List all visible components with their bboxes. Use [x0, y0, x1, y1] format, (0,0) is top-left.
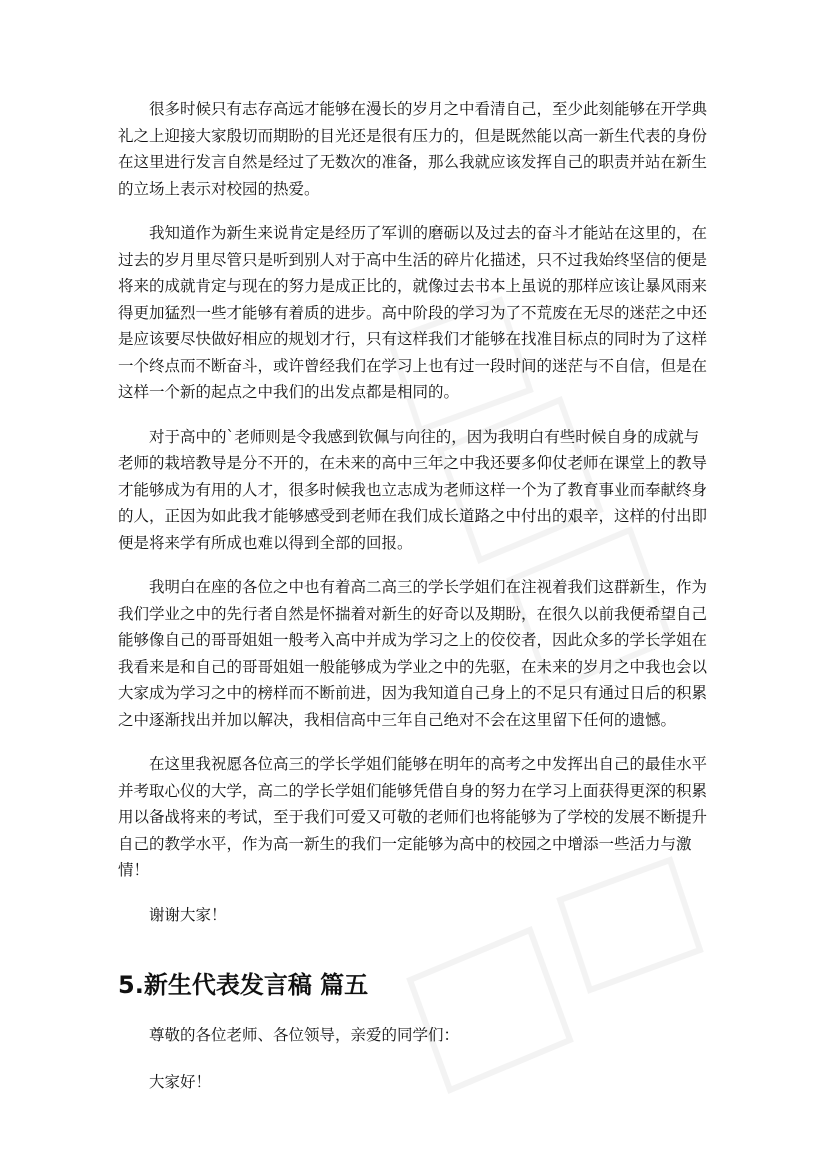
closing-thanks: 谢谢大家！ — [149, 905, 227, 924]
salutation: 尊敬的各位老师、各位领导，亲爱的同学们： — [149, 1026, 460, 1044]
paragraph-5: 在这里我祝愿各位高三的学长学姐们能够在明年的高考之中发挥出自己的最佳水平并考取心仪的大学，高二的学长学姐们能够凭借自身的努力在学习上面获得更深的积累用以备战将来的考试，至于我们可爱又可敬的老师们也将能够为了学校的发展不断提升自己的教学水平，作为高一新生的我们一定能够为高中的校园之中增添一些活力与激情！ — [118, 755, 708, 879]
greeting: 大家好！ — [149, 1072, 212, 1091]
paragraph-3: 对于高中的`老师则是令我感到钦佩与向往的，因为我明白有些时候自身的成就与老师的栽培教导是分不开的，在未来的高中三年之中我还要多仰仗老师在课堂上的教导才能够成为有用的人才，很多时候我也立志成为老师这样一个为了教育事业而奉献终身的人，正因为如此我才能够感受到老师在我们成长道路之中付出的艰辛，这样的付出即便是将来学有所成也难以得到全部的回报。 — [118, 427, 708, 552]
paragraph-4: 我明白在座的各位之中也有着高二高三的学长学姐们在注视着我们这群新生，作为我们学业之中的先行者自然是怀揣着对新生的好奇以及期盼，在很久以前我便希望自己能够像自己的哥哥姐姐一般考入高中并成为学习之上的佼佼者，因此众多的学长学姐在我看来是和自己的哥哥姐姐一般能够成为学业之中的先驱，在未来的岁月之中我也会以大家成为学习之中的榜样而不断前进，因为我知道自己身上的不足只有通过日后的积累之中逐渐找出并加以解决，我相信高中三年自己绝对不会在这里留下任何的遗憾。 — [118, 578, 708, 729]
document-body — [118, 96, 712, 1113]
section-heading: 5.新生代表发言稿 篇五 — [118, 971, 369, 999]
paragraph-2: 我知道作为新生来说肯定是经历了军训的磨砺以及过去的奋斗才能站在这里的，在过去的岁月里尽管只是听到别人对于高中生活的碎片化描述，只不过我始终坚信的便是将来的成就肯定与现在的努力是成正比的，就像过去书本上虽说的那样应该让暴风雨来得更加猛烈一些才能够有着质的进步。高中阶段的学习为了不荒废在无尽的迷茫之中还是应该要尽快做好相应的规划才行，只有这样我们才能够在找准目标点的同时为了这样一个终点而不断奋斗，或许曾经我们在学习上也有过一段时间的迷茫与不自信，但是在这样一个新的起点之中我们的出发点都是相同的。 — [118, 224, 708, 401]
paragraph-1: 很多时候只有志存高远才能够在漫长的岁月之中看清自己，至少此刻能够在开学典礼之上迎接大家殷切而期盼的目光还是很有压力的，但是既然能以高一新生代表的身份在这里进行发言自然是经过了无数次的准备，那么我就应该发挥自己的职责并站在新生的立场上表示对校园的热爱。 — [118, 100, 708, 198]
